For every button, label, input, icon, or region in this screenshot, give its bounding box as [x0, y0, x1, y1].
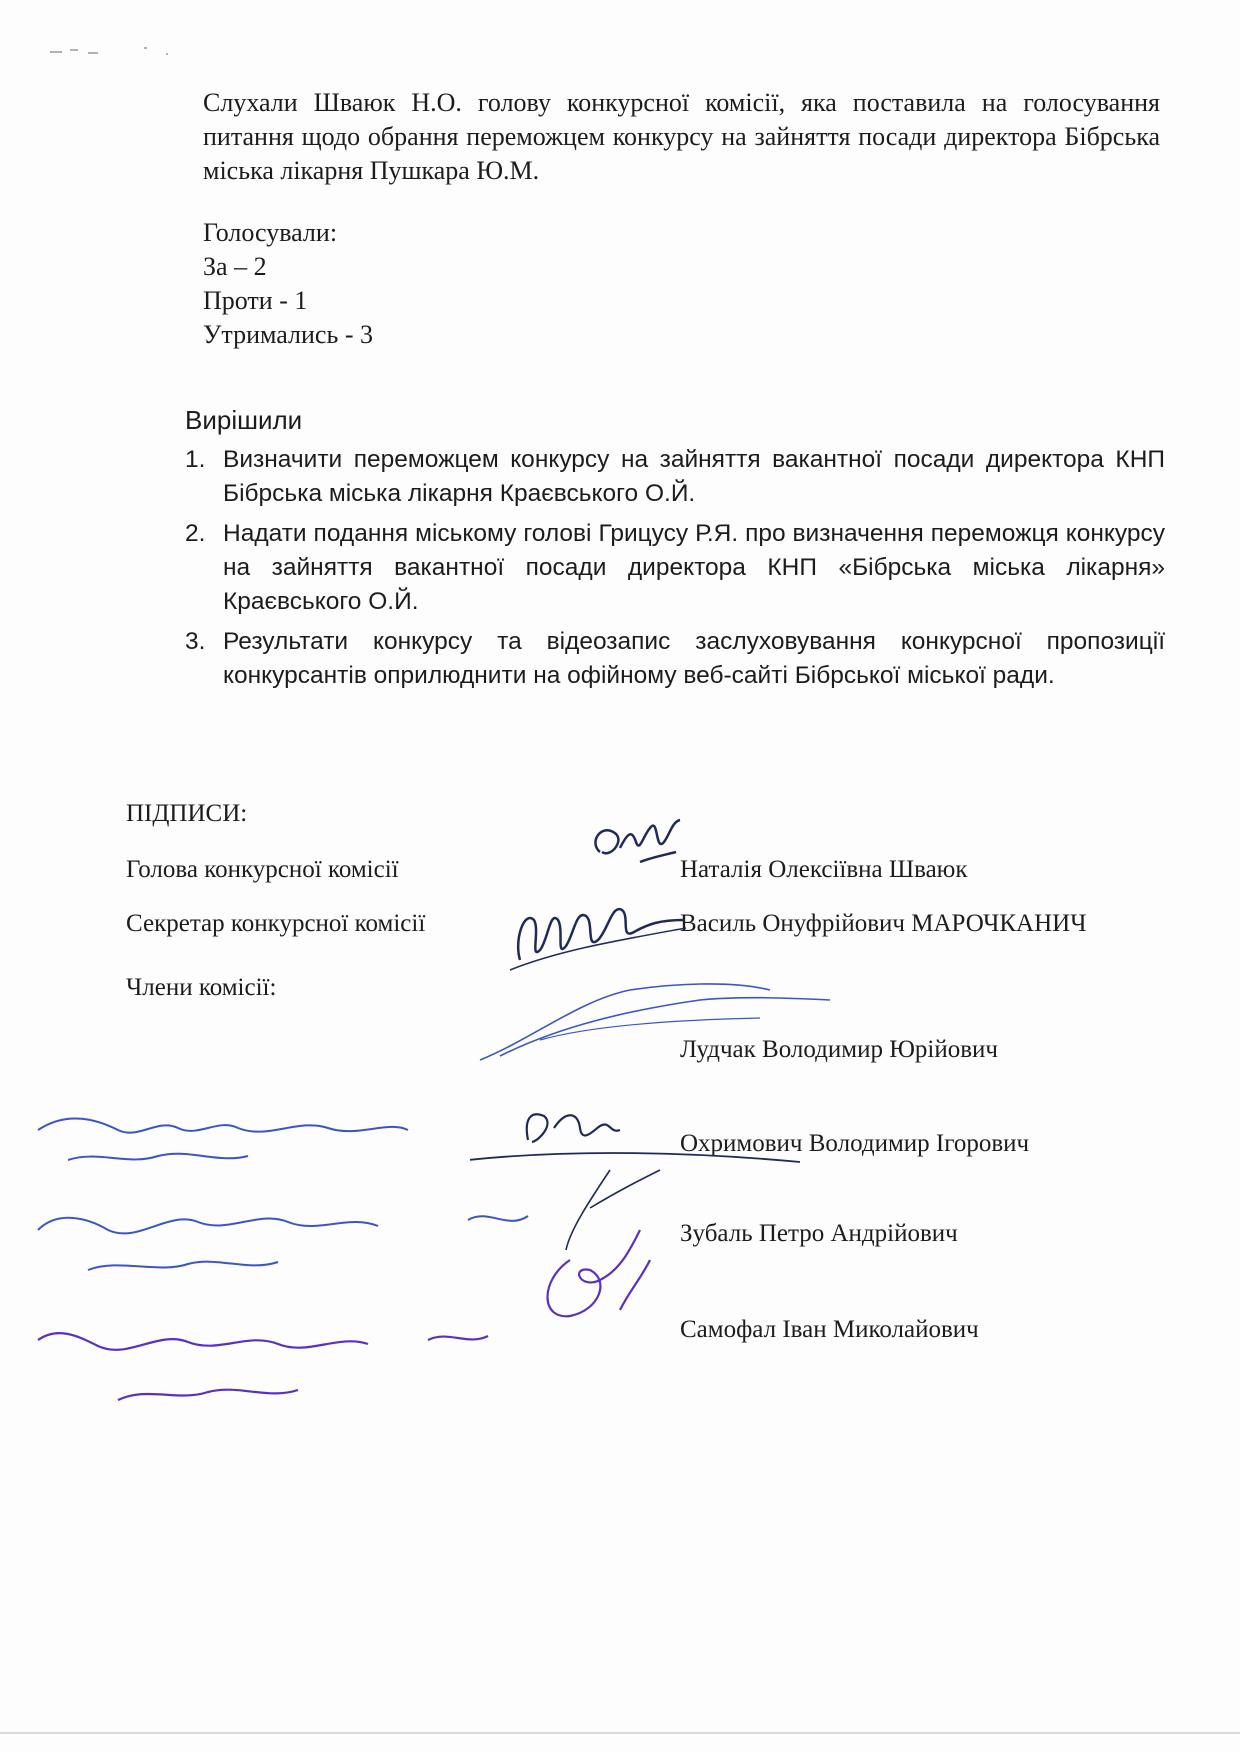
intro-paragraph: Слухали Шваюк Н.О. голову конкурсної комісії, яка поставила на голосування питання щодо обрання переможцем конкурсу на зайняття посади директора Бібрська міська лікарня Пушкара Ю.М. [203, 88, 1160, 185]
member-name: Самофал Іван Миколайович [680, 1316, 979, 1343]
members-label: Члени комісії: [126, 974, 277, 1001]
page-bottom-edge [0, 1732, 1240, 1734]
decision-item [185, 443, 1165, 511]
member-name: Зубаль Петро Андрійович [680, 1220, 958, 1247]
decision-text: Визначити переможцем конкурсу на зайняття вакантної посади директора КНП Бібрська міська лікарня Краєвського О.Й. [223, 446, 1165, 507]
handwritten-notes [28, 1090, 568, 1420]
decision-number: 3. [185, 628, 206, 655]
secretary-label: Секретар конкурсної комісії [126, 910, 426, 937]
member-name: Охримович Володимир Ігорович [680, 1130, 1030, 1157]
vote-against: Проти - 1 [203, 286, 308, 315]
decisions-title: Вирішили [185, 405, 303, 435]
signatures-heading: ПІДПИСИ: [126, 800, 248, 827]
decisions-list [185, 443, 1165, 699]
secretary-name: Василь Онуфрійович МАРОЧКАНИЧ [680, 910, 1087, 937]
chair-name: Наталія Олексіївна Шваюк [680, 856, 968, 883]
vote-title: Голосували: [203, 218, 338, 247]
decision-item [185, 625, 1165, 693]
chair-label: Голова конкурсної комісії [126, 856, 399, 883]
decision-number: 1. [185, 446, 206, 473]
vote-block [203, 216, 373, 352]
member-name: Лудчак Володимир Юрійович [680, 1036, 998, 1063]
vote-abstained: Утримались - 3 [203, 320, 373, 349]
decision-text: Надати подання міському голові Грицусу Р.Я. про визначення переможця конкурсу на зайняття вакантної посади директора КНП «Бібрська міська лікарня» Краєвського О.Й. [223, 520, 1165, 615]
decision-text: Результати конкурсу та відеозапис заслуховування конкурсної пропозиції конкурсантів оприлюднити на офійному веб-сайті Бібрської міської ради. [223, 628, 1165, 689]
decision-number: 2. [185, 520, 206, 547]
scan-artifact [48, 42, 178, 60]
decision-item [185, 517, 1165, 619]
vote-for: За – 2 [203, 252, 267, 281]
